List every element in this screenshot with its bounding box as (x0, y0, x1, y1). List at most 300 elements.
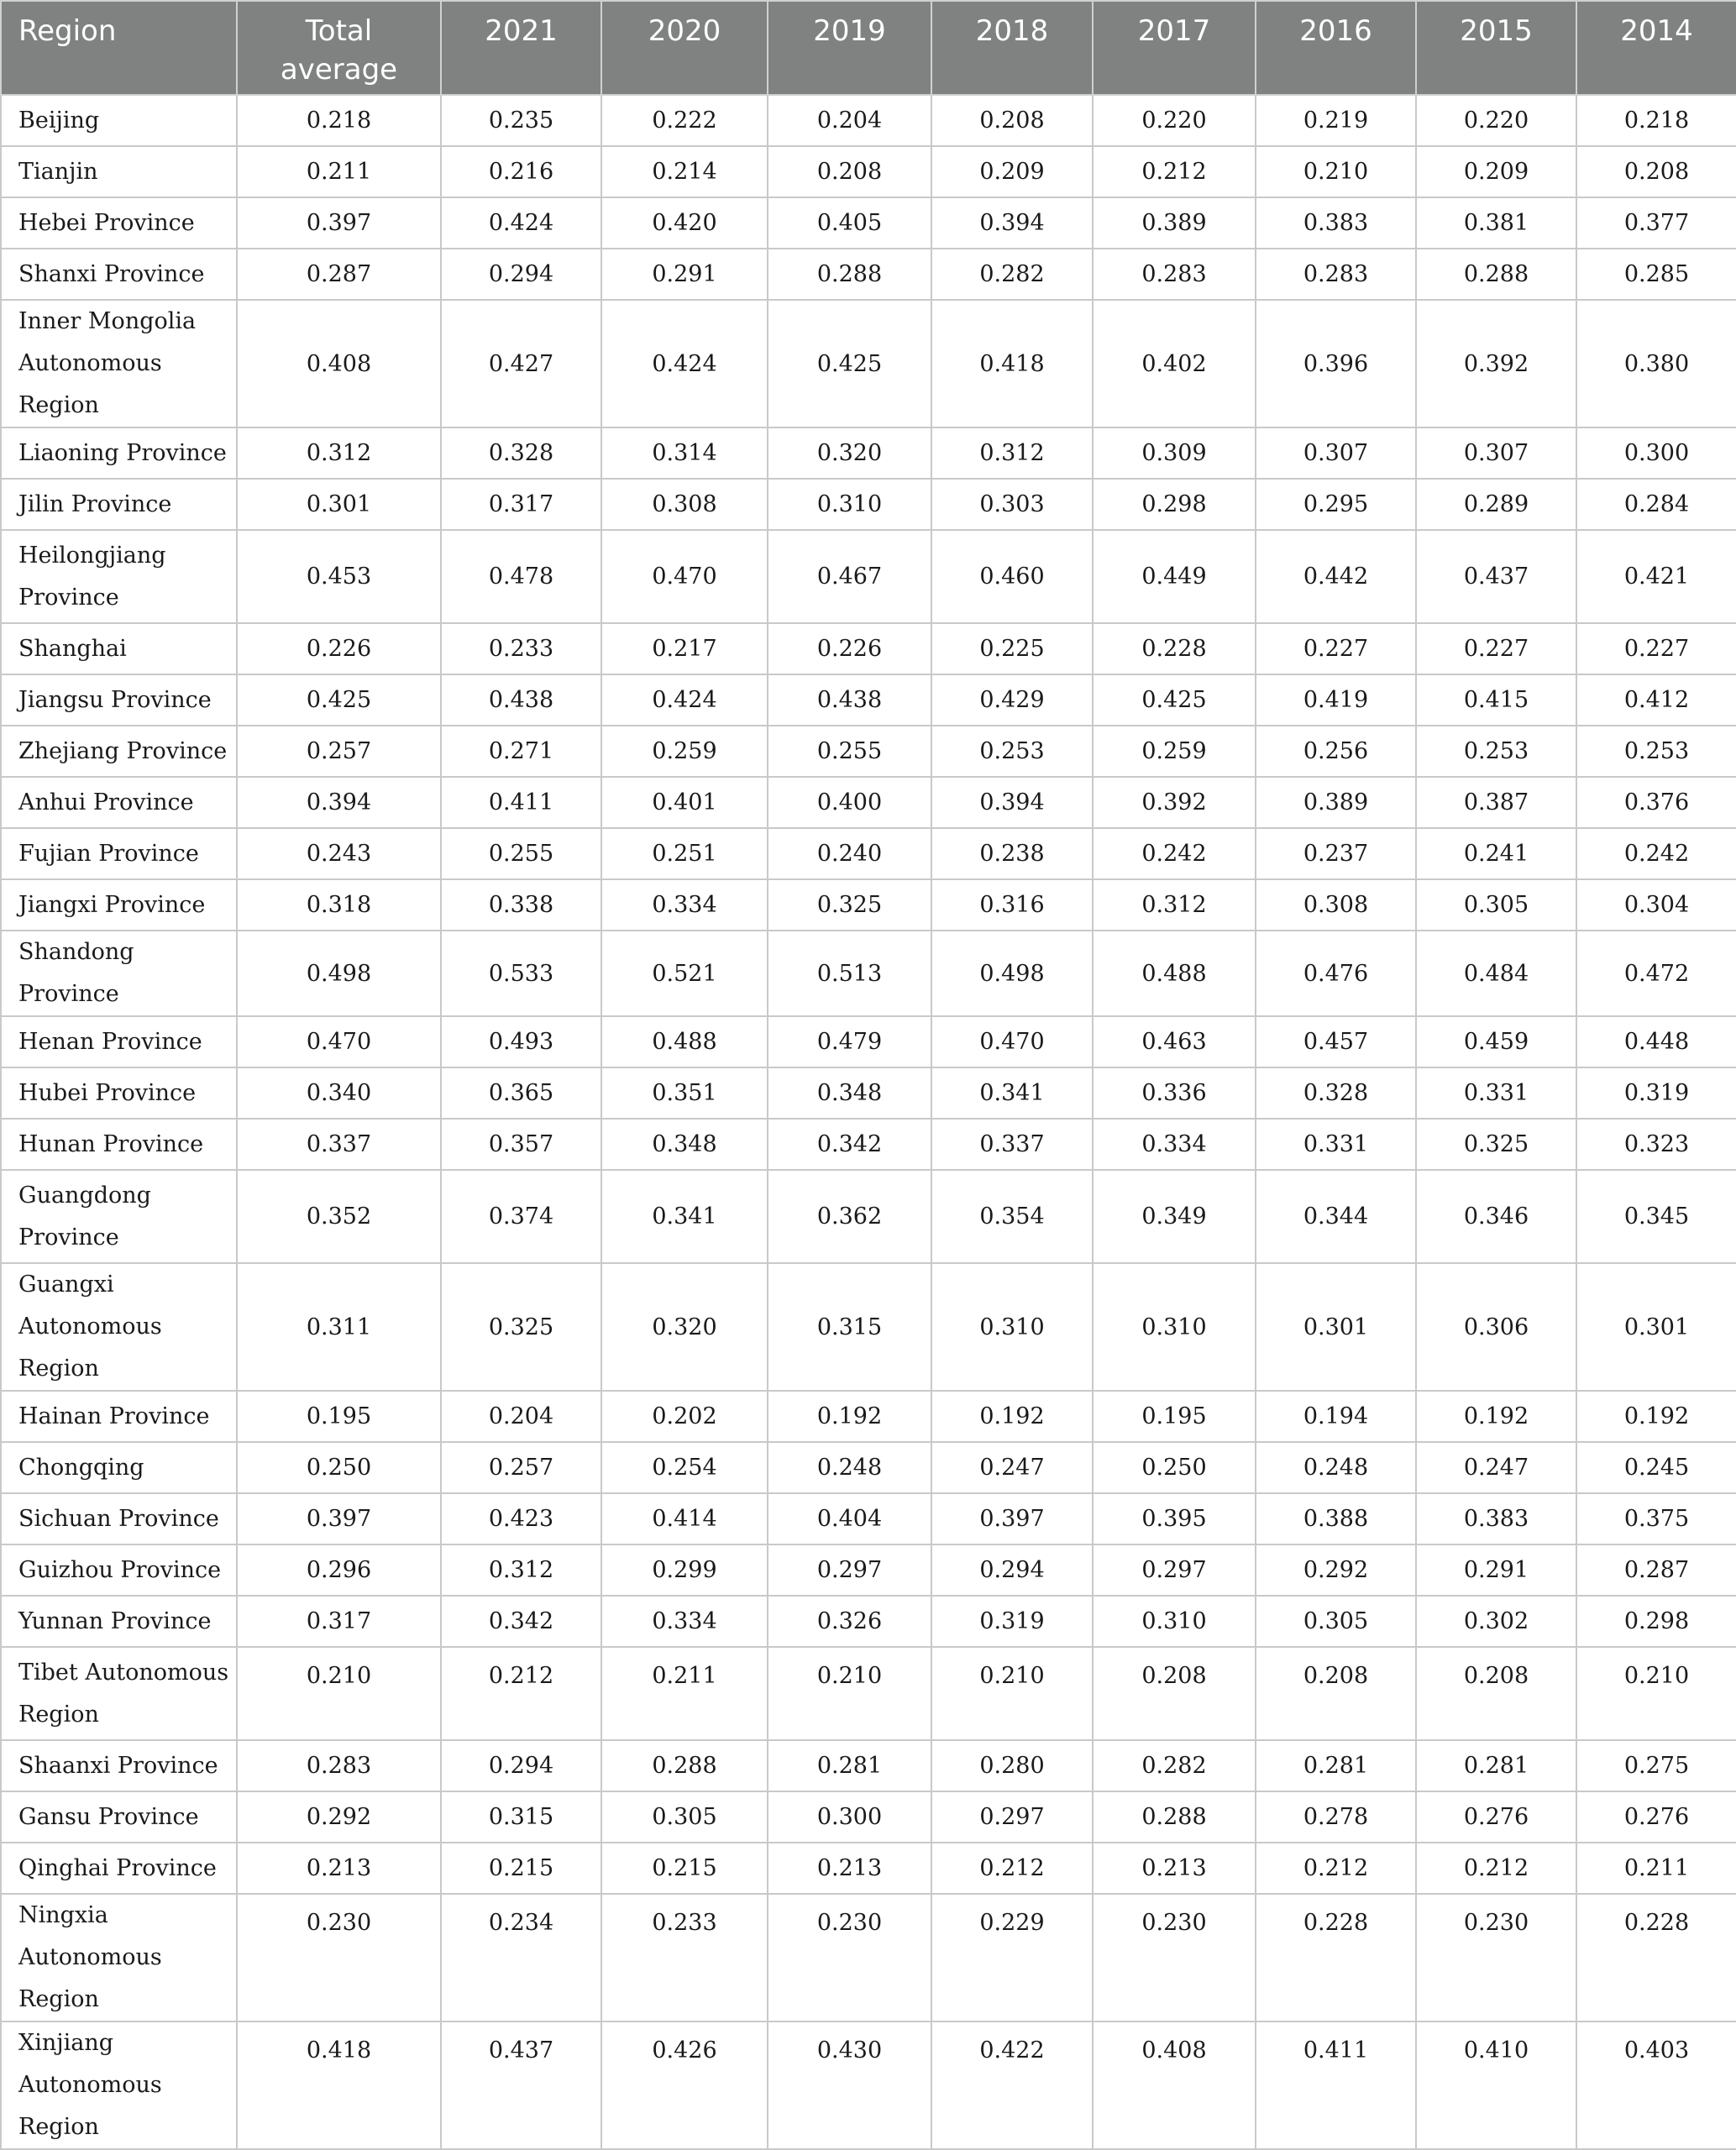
cell-2016: 0.228 (1256, 1894, 1416, 2022)
cell-2017: 0.282 (1093, 1740, 1256, 1791)
cell-2020: 0.215 (601, 1843, 768, 1894)
cell-2021: 0.216 (441, 146, 601, 197)
header-row (1, 1, 1736, 95)
cell-region: Jiangxi Province (1, 879, 237, 931)
cell-2019: 0.281 (768, 1740, 931, 1791)
cell-2020: 0.320 (601, 1263, 768, 1391)
cell-2021: 0.212 (441, 1647, 601, 1740)
cell-2017: 0.402 (1093, 300, 1256, 427)
cell-region: Jiangsu Province (1, 674, 237, 726)
cell-2014: 0.245 (1576, 1442, 1736, 1493)
cell-2014: 0.298 (1576, 1596, 1736, 1647)
cell-2017: 0.334 (1093, 1119, 1256, 1170)
header-2014: 2014 (1576, 1, 1736, 95)
cell-2019: 0.204 (768, 95, 931, 146)
cell-total-average: 0.408 (237, 300, 441, 427)
cell-2016: 0.248 (1256, 1442, 1416, 1493)
cell-region: Tibet Autonomous Region (1, 1647, 237, 1740)
cell-total-average: 0.250 (237, 1442, 441, 1493)
cell-2021: 0.257 (441, 1442, 601, 1493)
cell-2020: 0.222 (601, 95, 768, 146)
cell-2014: 0.421 (1576, 530, 1736, 623)
cell-2017: 0.212 (1093, 146, 1256, 197)
cell-region: Shaanxi Province (1, 1740, 237, 1791)
cell-region: Yunnan Province (1, 1596, 237, 1647)
cell-2019: 0.513 (768, 931, 931, 1016)
cell-2020: 0.314 (601, 427, 768, 479)
table-row (1, 1170, 1736, 1263)
cell-2019: 0.467 (768, 530, 931, 623)
cell-2017: 0.463 (1093, 1016, 1256, 1067)
cell-2018: 0.280 (931, 1740, 1093, 1791)
cell-2015: 0.289 (1416, 479, 1576, 530)
cell-2015: 0.410 (1416, 2022, 1576, 2149)
cell-2015: 0.392 (1416, 300, 1576, 427)
cell-2016: 0.283 (1256, 249, 1416, 300)
cell-region: Zhejiang Province (1, 726, 237, 777)
cell-2018: 0.247 (931, 1442, 1093, 1493)
cell-region: Beijing (1, 95, 237, 146)
cell-total-average: 0.340 (237, 1067, 441, 1119)
cell-2021: 0.328 (441, 427, 601, 479)
cell-total-average: 0.318 (237, 879, 441, 931)
cell-2021: 0.493 (441, 1016, 601, 1067)
cell-2014: 0.301 (1576, 1263, 1736, 1391)
cell-2019: 0.310 (768, 479, 931, 530)
cell-2019: 0.240 (768, 828, 931, 879)
table-row (1, 1544, 1736, 1596)
cell-2014: 0.376 (1576, 777, 1736, 828)
table-row (1, 479, 1736, 530)
cell-2019: 0.400 (768, 777, 931, 828)
cell-2020: 0.211 (601, 1647, 768, 1740)
cell-2015: 0.325 (1416, 1119, 1576, 1170)
cell-2018: 0.210 (931, 1647, 1093, 1740)
cell-total-average: 0.283 (237, 1740, 441, 1791)
cell-2015: 0.220 (1416, 95, 1576, 146)
cell-2016: 0.305 (1256, 1596, 1416, 1647)
cell-2020: 0.305 (601, 1791, 768, 1843)
cell-2018: 0.225 (931, 623, 1093, 674)
cell-2018: 0.316 (931, 879, 1093, 931)
cell-2020: 0.424 (601, 674, 768, 726)
cell-2021: 0.255 (441, 828, 601, 879)
cell-region: Guangxi Autonomous Region (1, 1263, 237, 1391)
table-row (1, 828, 1736, 879)
cell-2015: 0.227 (1416, 623, 1576, 674)
cell-2021: 0.294 (441, 1740, 601, 1791)
cell-2019: 0.348 (768, 1067, 931, 1119)
cell-2017: 0.259 (1093, 726, 1256, 777)
cell-total-average: 0.311 (237, 1263, 441, 1391)
cell-2019: 0.326 (768, 1596, 931, 1647)
cell-2017: 0.336 (1093, 1067, 1256, 1119)
cell-2016: 0.194 (1256, 1391, 1416, 1442)
cell-2014: 0.375 (1576, 1493, 1736, 1544)
cell-total-average: 0.418 (237, 2022, 441, 2149)
table-row (1, 2022, 1736, 2149)
cell-2015: 0.247 (1416, 1442, 1576, 1493)
cell-2016: 0.227 (1256, 623, 1416, 674)
cell-2015: 0.276 (1416, 1791, 1576, 1843)
cell-2020: 0.521 (601, 931, 768, 1016)
header-2020: 2020 (601, 1, 768, 95)
cell-2014: 0.276 (1576, 1791, 1736, 1843)
cell-2016: 0.308 (1256, 879, 1416, 931)
cell-2017: 0.230 (1093, 1894, 1256, 2022)
cell-region: Qinghai Province (1, 1843, 237, 1894)
table-row (1, 931, 1736, 1016)
cell-2016: 0.307 (1256, 427, 1416, 479)
cell-2015: 0.302 (1416, 1596, 1576, 1647)
cell-2017: 0.392 (1093, 777, 1256, 828)
cell-2016: 0.301 (1256, 1263, 1416, 1391)
table-row (1, 1740, 1736, 1791)
table-row (1, 1067, 1736, 1119)
cell-2018: 0.418 (931, 300, 1093, 427)
cell-2018: 0.253 (931, 726, 1093, 777)
cell-2021: 0.438 (441, 674, 601, 726)
cell-2015: 0.346 (1416, 1170, 1576, 1263)
cell-2014: 0.208 (1576, 146, 1736, 197)
cell-2018: 0.470 (931, 1016, 1093, 1067)
header-2016: 2016 (1256, 1, 1416, 95)
cell-region: Fujian Province (1, 828, 237, 879)
cell-2015: 0.241 (1416, 828, 1576, 879)
cell-2016: 0.256 (1256, 726, 1416, 777)
table-row (1, 879, 1736, 931)
cell-2015: 0.387 (1416, 777, 1576, 828)
cell-region: Xinjiang Autonomous Region (1, 2022, 237, 2149)
cell-2014: 0.210 (1576, 1647, 1736, 1740)
cell-region: Sichuan Province (1, 1493, 237, 1544)
cell-2017: 0.195 (1093, 1391, 1256, 1442)
cell-2018: 0.303 (931, 479, 1093, 530)
cell-2017: 0.425 (1093, 674, 1256, 726)
cell-total-average: 0.312 (237, 427, 441, 479)
cell-2016: 0.292 (1256, 1544, 1416, 1596)
cell-2018: 0.294 (931, 1544, 1093, 1596)
cell-region: Gansu Province (1, 1791, 237, 1843)
cell-2017: 0.250 (1093, 1442, 1256, 1493)
cell-2016: 0.210 (1256, 146, 1416, 197)
cell-2014: 0.242 (1576, 828, 1736, 879)
cell-2021: 0.424 (441, 197, 601, 249)
header-2021: 2021 (441, 1, 601, 95)
cell-2018: 0.310 (931, 1263, 1093, 1391)
cell-total-average: 0.211 (237, 146, 441, 197)
table-row (1, 146, 1736, 197)
cell-2021: 0.437 (441, 2022, 601, 2149)
cell-2018: 0.229 (931, 1894, 1093, 2022)
cell-2014: 0.304 (1576, 879, 1736, 931)
cell-2019: 0.208 (768, 146, 931, 197)
cell-region: Tianjin (1, 146, 237, 197)
table-row (1, 249, 1736, 300)
cell-2015: 0.307 (1416, 427, 1576, 479)
cell-2014: 0.228 (1576, 1894, 1736, 2022)
table-row (1, 197, 1736, 249)
cell-2016: 0.212 (1256, 1843, 1416, 1894)
cell-2019: 0.230 (768, 1894, 931, 2022)
table-row (1, 95, 1736, 146)
cell-2017: 0.389 (1093, 197, 1256, 249)
table-row (1, 777, 1736, 828)
cell-region: Hunan Province (1, 1119, 237, 1170)
cell-2021: 0.365 (441, 1067, 601, 1119)
cell-2015: 0.209 (1416, 146, 1576, 197)
table-row (1, 1647, 1736, 1740)
header-2015: 2015 (1416, 1, 1576, 95)
cell-2018: 0.337 (931, 1119, 1093, 1170)
cell-total-average: 0.397 (237, 1493, 441, 1544)
cell-2021: 0.342 (441, 1596, 601, 1647)
cell-region: Shandong Province (1, 931, 237, 1016)
table-row (1, 1894, 1736, 2022)
cell-total-average: 0.195 (237, 1391, 441, 1442)
cell-2020: 0.334 (601, 1596, 768, 1647)
cell-2016: 0.208 (1256, 1647, 1416, 1740)
cell-2014: 0.227 (1576, 623, 1736, 674)
cell-2014: 0.275 (1576, 1740, 1736, 1791)
cell-2019: 0.438 (768, 674, 931, 726)
cell-2016: 0.476 (1256, 931, 1416, 1016)
cell-2020: 0.414 (601, 1493, 768, 1544)
cell-2020: 0.288 (601, 1740, 768, 1791)
table-row (1, 726, 1736, 777)
cell-2020: 0.214 (601, 146, 768, 197)
cell-2020: 0.308 (601, 479, 768, 530)
cell-region: Inner Mongolia Autonomous Region (1, 300, 237, 427)
cell-2017: 0.298 (1093, 479, 1256, 530)
cell-2017: 0.213 (1093, 1843, 1256, 1894)
table-row (1, 1263, 1736, 1391)
cell-2019: 0.342 (768, 1119, 931, 1170)
cell-2014: 0.253 (1576, 726, 1736, 777)
cell-region: Shanxi Province (1, 249, 237, 300)
table-row (1, 1442, 1736, 1493)
cell-2019: 0.405 (768, 197, 931, 249)
cell-2018: 0.297 (931, 1791, 1093, 1843)
cell-2015: 0.306 (1416, 1263, 1576, 1391)
cell-total-average: 0.498 (237, 931, 441, 1016)
cell-2018: 0.238 (931, 828, 1093, 879)
cell-2016: 0.328 (1256, 1067, 1416, 1119)
cell-2017: 0.349 (1093, 1170, 1256, 1263)
cell-2021: 0.427 (441, 300, 601, 427)
cell-2014: 0.218 (1576, 95, 1736, 146)
cell-total-average: 0.337 (237, 1119, 441, 1170)
cell-2020: 0.424 (601, 300, 768, 427)
header-2017: 2017 (1093, 1, 1256, 95)
cell-total-average: 0.301 (237, 479, 441, 530)
table-row (1, 427, 1736, 479)
cell-2020: 0.470 (601, 530, 768, 623)
cell-2017: 0.449 (1093, 530, 1256, 623)
cell-2021: 0.233 (441, 623, 601, 674)
cell-2017: 0.312 (1093, 879, 1256, 931)
cell-2020: 0.488 (601, 1016, 768, 1067)
cell-2016: 0.281 (1256, 1740, 1416, 1791)
cell-region: Anhui Province (1, 777, 237, 828)
cell-2014: 0.377 (1576, 197, 1736, 249)
cell-region: Henan Province (1, 1016, 237, 1067)
cell-2020: 0.334 (601, 879, 768, 931)
cell-2015: 0.383 (1416, 1493, 1576, 1544)
cell-2014: 0.192 (1576, 1391, 1736, 1442)
cell-2020: 0.251 (601, 828, 768, 879)
cell-2016: 0.389 (1256, 777, 1416, 828)
cell-2021: 0.235 (441, 95, 601, 146)
cell-2015: 0.288 (1416, 249, 1576, 300)
table-row (1, 1596, 1736, 1647)
cell-2014: 0.345 (1576, 1170, 1736, 1263)
cell-2020: 0.259 (601, 726, 768, 777)
cell-2021: 0.325 (441, 1263, 601, 1391)
table-row (1, 1493, 1736, 1544)
cell-2017: 0.310 (1093, 1596, 1256, 1647)
cell-2015: 0.253 (1416, 726, 1576, 777)
cell-2017: 0.408 (1093, 2022, 1256, 2149)
cell-2015: 0.305 (1416, 879, 1576, 931)
cell-2021: 0.374 (441, 1170, 601, 1263)
cell-total-average: 0.213 (237, 1843, 441, 1894)
cell-2021: 0.312 (441, 1544, 601, 1596)
cell-2020: 0.341 (601, 1170, 768, 1263)
cell-2021: 0.294 (441, 249, 601, 300)
cell-2019: 0.362 (768, 1170, 931, 1263)
cell-2019: 0.248 (768, 1442, 931, 1493)
cell-2014: 0.403 (1576, 2022, 1736, 2149)
cell-2021: 0.411 (441, 777, 601, 828)
cell-region: Guizhou Province (1, 1544, 237, 1596)
cell-total-average: 0.257 (237, 726, 441, 777)
cell-2016: 0.457 (1256, 1016, 1416, 1067)
cell-2016: 0.331 (1256, 1119, 1416, 1170)
cell-region: Jilin Province (1, 479, 237, 530)
cell-2016: 0.237 (1256, 828, 1416, 879)
cell-2021: 0.234 (441, 1894, 601, 2022)
cell-2015: 0.192 (1416, 1391, 1576, 1442)
cell-2021: 0.533 (441, 931, 601, 1016)
cell-2016: 0.383 (1256, 197, 1416, 249)
cell-2018: 0.422 (931, 2022, 1093, 2149)
cell-2019: 0.192 (768, 1391, 931, 1442)
cell-2015: 0.281 (1416, 1740, 1576, 1791)
cell-2015: 0.437 (1416, 530, 1576, 623)
cell-2017: 0.228 (1093, 623, 1256, 674)
header-2018: 2018 (931, 1, 1093, 95)
cell-2018: 0.354 (931, 1170, 1093, 1263)
cell-total-average: 0.226 (237, 623, 441, 674)
cell-total-average: 0.218 (237, 95, 441, 146)
cell-2019: 0.315 (768, 1263, 931, 1391)
cell-region: Hainan Province (1, 1391, 237, 1442)
cell-total-average: 0.352 (237, 1170, 441, 1263)
cell-2017: 0.242 (1093, 828, 1256, 879)
cell-2016: 0.419 (1256, 674, 1416, 726)
cell-2020: 0.299 (601, 1544, 768, 1596)
cell-2014: 0.412 (1576, 674, 1736, 726)
table-row (1, 1016, 1736, 1067)
cell-region: Chongqing (1, 1442, 237, 1493)
cell-2017: 0.283 (1093, 249, 1256, 300)
cell-2021: 0.317 (441, 479, 601, 530)
cell-total-average: 0.292 (237, 1791, 441, 1843)
cell-2020: 0.233 (601, 1894, 768, 2022)
cell-2017: 0.220 (1093, 95, 1256, 146)
cell-2015: 0.381 (1416, 197, 1576, 249)
cell-total-average: 0.230 (237, 1894, 441, 2022)
cell-2018: 0.208 (931, 95, 1093, 146)
cell-2017: 0.297 (1093, 1544, 1256, 1596)
cell-2019: 0.479 (768, 1016, 931, 1067)
cell-region: Hebei Province (1, 197, 237, 249)
cell-2021: 0.478 (441, 530, 601, 623)
cell-2016: 0.295 (1256, 479, 1416, 530)
cell-region: Shanghai (1, 623, 237, 674)
cell-2018: 0.429 (931, 674, 1093, 726)
cell-total-average: 0.394 (237, 777, 441, 828)
cell-2019: 0.404 (768, 1493, 931, 1544)
cell-total-average: 0.317 (237, 1596, 441, 1647)
cell-2019: 0.213 (768, 1843, 931, 1894)
cell-2014: 0.323 (1576, 1119, 1736, 1170)
cell-2018: 0.394 (931, 197, 1093, 249)
cell-2017: 0.395 (1093, 1493, 1256, 1544)
cell-2020: 0.420 (601, 197, 768, 249)
cell-2014: 0.319 (1576, 1067, 1736, 1119)
cell-region: Guangdong Province (1, 1170, 237, 1263)
cell-2014: 0.472 (1576, 931, 1736, 1016)
cell-2021: 0.204 (441, 1391, 601, 1442)
cell-total-average: 0.397 (237, 197, 441, 249)
table-row (1, 674, 1736, 726)
cell-2021: 0.315 (441, 1791, 601, 1843)
cell-total-average: 0.210 (237, 1647, 441, 1740)
cell-total-average: 0.425 (237, 674, 441, 726)
cell-2017: 0.488 (1093, 931, 1256, 1016)
cell-2020: 0.351 (601, 1067, 768, 1119)
cell-2016: 0.442 (1256, 530, 1416, 623)
cell-2019: 0.300 (768, 1791, 931, 1843)
cell-2018: 0.209 (931, 146, 1093, 197)
cell-2016: 0.411 (1256, 2022, 1416, 2149)
cell-2019: 0.430 (768, 2022, 931, 2149)
cell-region: Liaoning Province (1, 427, 237, 479)
cell-2018: 0.341 (931, 1067, 1093, 1119)
cell-2014: 0.380 (1576, 300, 1736, 427)
cell-2014: 0.285 (1576, 249, 1736, 300)
cell-2017: 0.208 (1093, 1647, 1256, 1740)
cell-2021: 0.357 (441, 1119, 601, 1170)
table-body (1, 95, 1736, 2149)
cell-2015: 0.459 (1416, 1016, 1576, 1067)
cell-2018: 0.312 (931, 427, 1093, 479)
cell-2019: 0.320 (768, 427, 931, 479)
header-region: Region (1, 1, 237, 95)
cell-2020: 0.291 (601, 249, 768, 300)
cell-2018: 0.394 (931, 777, 1093, 828)
cell-2015: 0.208 (1416, 1647, 1576, 1740)
cell-total-average: 0.296 (237, 1544, 441, 1596)
cell-2015: 0.230 (1416, 1894, 1576, 2022)
cell-2018: 0.460 (931, 530, 1093, 623)
cell-2020: 0.348 (601, 1119, 768, 1170)
cell-2018: 0.397 (931, 1493, 1093, 1544)
cell-2020: 0.202 (601, 1391, 768, 1442)
cell-total-average: 0.470 (237, 1016, 441, 1067)
